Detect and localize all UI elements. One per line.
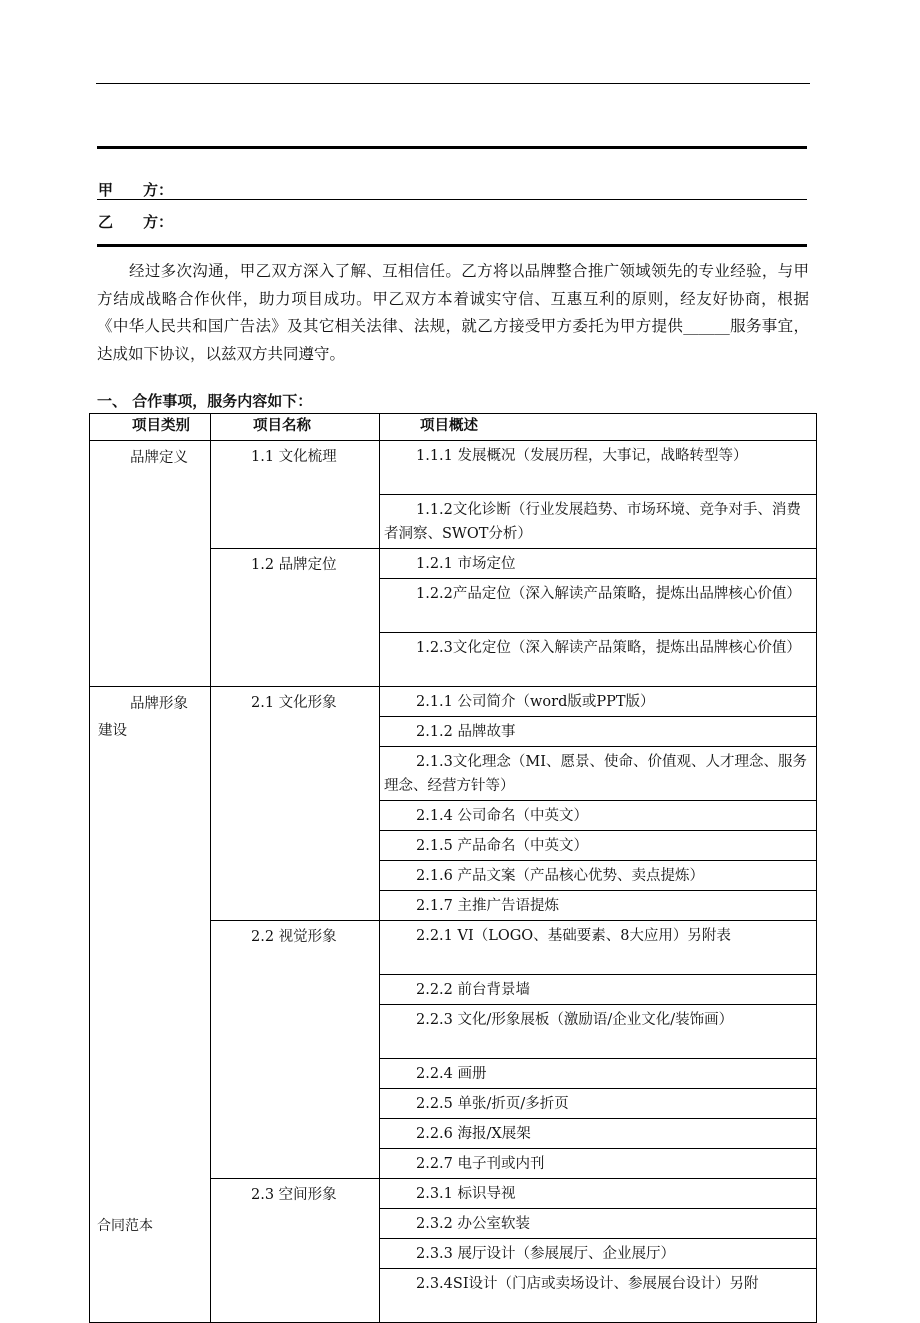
item-summary-cell: 2.3.3 展厅设计（参展展厅、企业展厅） bbox=[380, 1239, 817, 1269]
footer-text: 合同范本 bbox=[97, 1218, 153, 1234]
item-summary-cell: 2.1.4 公司命名（中英文） bbox=[380, 801, 817, 831]
table-row bbox=[90, 441, 817, 495]
item-summary-cell: 2.1.1 公司简介（word版或PPT版） bbox=[380, 687, 817, 717]
item-summary-cell: 1.2.1 市场定位 bbox=[380, 549, 817, 579]
item-summary-cell: 1.1.2文化诊断（行业发展趋势、市场环境、竞争对手、消费者洞察、SWOT分析） bbox=[380, 495, 817, 549]
item-name-cell: 2.3 空间形象 bbox=[211, 1179, 380, 1323]
item-summary-cell: 2.2.7 电子刊或内刊 bbox=[380, 1149, 817, 1179]
item-summary-cell: 2.3.2 办公室软装 bbox=[380, 1209, 817, 1239]
header-name: 项目名称 bbox=[211, 414, 380, 441]
item-name-cell: 2.2 视觉形象 bbox=[211, 921, 380, 1179]
category-cell: 品牌定义 bbox=[90, 441, 211, 687]
header-category: 项目类别 bbox=[90, 414, 211, 441]
item-summary-cell: 2.1.6 产品文案（产品核心优势、卖点提炼） bbox=[380, 861, 817, 891]
item-summary-cell: 2.1.7 主推广告语提炼 bbox=[380, 891, 817, 921]
item-summary-cell: 2.1.2 品牌故事 bbox=[380, 717, 817, 747]
header-rule bbox=[96, 83, 810, 84]
item-summary-cell: 1.2.3文化定位（深入解读产品策略，提炼出品牌核心价值） bbox=[380, 633, 817, 687]
service-table bbox=[89, 413, 817, 1323]
table-header-row bbox=[90, 414, 817, 441]
item-name-cell: 1.2 品牌定位 bbox=[211, 549, 380, 687]
party-b-label: 乙 方： bbox=[98, 213, 174, 231]
section-title: 一、 合作事项，服务内容如下： bbox=[97, 392, 313, 410]
intro-paragraph: 经过多次沟通，甲乙双方深入了解、互相信任。乙方将以品牌整合推广领域领先的专业经验，与甲方结成战略合作伙伴，助力项目成功。甲乙双方本着诚实守信、互惠互利的原则，经友好协商，根据《中华人民共和国广告法》及其它相关法律、法规，就乙方接受甲方委托为甲方提供______服务事宜，达成如下协议，以兹双方共同遵守。 bbox=[97, 262, 809, 363]
party-a-label: 甲 方： bbox=[98, 181, 174, 199]
item-summary-cell: 2.2.2 前台背景墙 bbox=[380, 975, 817, 1005]
item-summary-cell: 2.2.3 文化/形象展板（激励语/企业文化/装饰画） bbox=[380, 1005, 817, 1059]
party-a-line bbox=[97, 199, 807, 200]
item-name-cell: 2.1 文化形象 bbox=[211, 687, 380, 921]
item-summary-cell: 2.3.4SI设计（门店或卖场设计、参展展台设计）另附 bbox=[380, 1269, 817, 1323]
item-summary-cell: 2.2.1 VI（LOGO、基础要素、8大应用）另附表 bbox=[380, 921, 817, 975]
parties-top-rule bbox=[97, 146, 807, 149]
item-summary-cell: 2.1.5 产品命名（中英文） bbox=[380, 831, 817, 861]
item-name-cell: 1.1 文化梳理 bbox=[211, 441, 380, 549]
table-row bbox=[90, 687, 817, 717]
item-summary-cell: 2.2.6 海报/X展架 bbox=[380, 1119, 817, 1149]
item-summary-cell: 1.2.2产品定位（深入解读产品策略，提炼出品牌核心价值） bbox=[380, 579, 817, 633]
item-summary-cell: 1.1.1 发展概况（发展历程，大事记，战略转型等） bbox=[380, 441, 817, 495]
item-summary-cell: 2.1.3文化理念（MI、愿景、使命、价值观、人才理念、服务理念、经营方针等） bbox=[380, 747, 817, 801]
parties-bottom-rule bbox=[97, 244, 807, 247]
item-summary-cell: 2.2.5 单张/折页/多折页 bbox=[380, 1089, 817, 1119]
item-summary-cell: 2.3.1 标识导视 bbox=[380, 1179, 817, 1209]
header-summary: 项目概述 bbox=[380, 414, 817, 441]
category-cell: 品牌形象建设 bbox=[90, 687, 211, 1323]
item-summary-cell: 2.2.4 画册 bbox=[380, 1059, 817, 1089]
